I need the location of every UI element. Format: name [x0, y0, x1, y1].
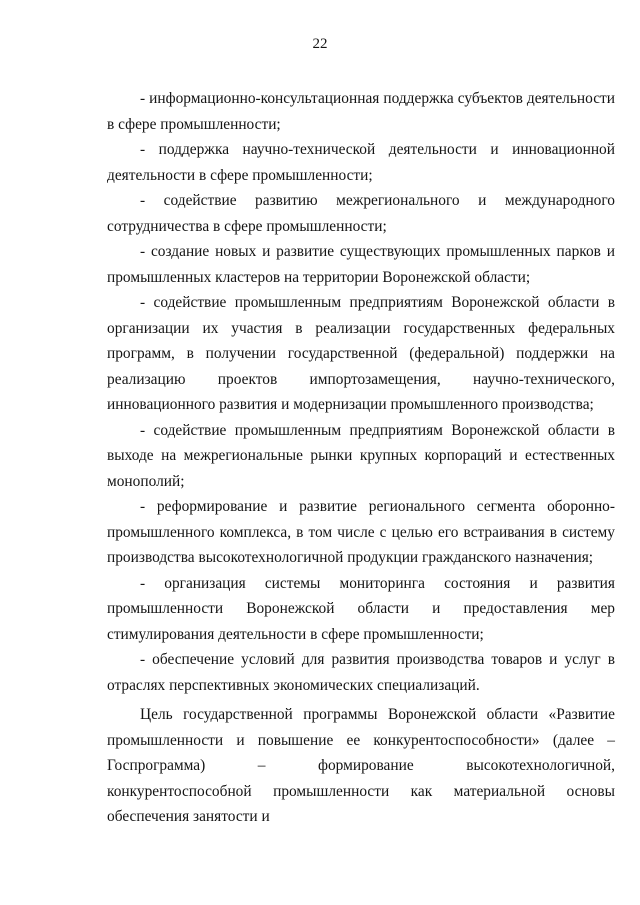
paragraph-interregional-cooperation: - содействие развитию межрегионального и международного сотрудничества в сфере промышленности; [107, 192, 615, 235]
paragraph-federal-programs-assistance: - содействие промышленным предприятиям Воронежской области в организации их участия в реализации государственных федеральных программ, в получении государственной (федеральной) поддержки на реализацию проектов импортозамещения, научно-технического, инновационного развития и модернизации промышленного производства; [107, 294, 615, 413]
page-number: 22 [312, 36, 328, 52]
paragraph-scientific-technical-support: - поддержка научно-технической деятельности и инновационной деятельности в сфере промышленности; [107, 141, 615, 184]
paragraph-info-consulting-support: - информационно-консультационная поддержка субъектов деятельности в сфере промышленности; [107, 90, 615, 133]
paragraph-defense-industry-reform: - реформирование и развитие регионального сегмента оборонно-промышленного комплекса, в том числе с целью его встраивания в систему производства высокотехнологичной продукции гражданского назначения; [107, 498, 615, 566]
paragraph-program-goal: Цель государственной программы Воронежской области «Развитие промышленности и повышение ее конкурентоспособности» (далее – Госпрограмма) – формирование высокотехнологичной, конкурентоспособной промышленности как материальной основы обеспечения занятости и [107, 706, 615, 825]
paragraph-economic-specializations: - обеспечение условий для развития производства товаров и услуг в отраслях перспективных экономических специализаций. [107, 651, 615, 694]
paragraph-industrial-parks-clusters: - создание новых и развитие существующих промышленных парков и промышленных кластеров на территории Воронежской области; [107, 243, 615, 286]
paragraph-interregional-markets: - содействие промышленным предприятиям Воронежской области в выходе на межрегиональные рынки крупных корпораций и естественных монополий; [107, 421, 615, 490]
paragraph-monitoring-system: - организация системы мониторинга состояния и развития промышленности Воронежской области и предоставления мер стимулирования деятельности в сфере промышленности; [107, 574, 615, 643]
body-text [107, 86, 615, 830]
